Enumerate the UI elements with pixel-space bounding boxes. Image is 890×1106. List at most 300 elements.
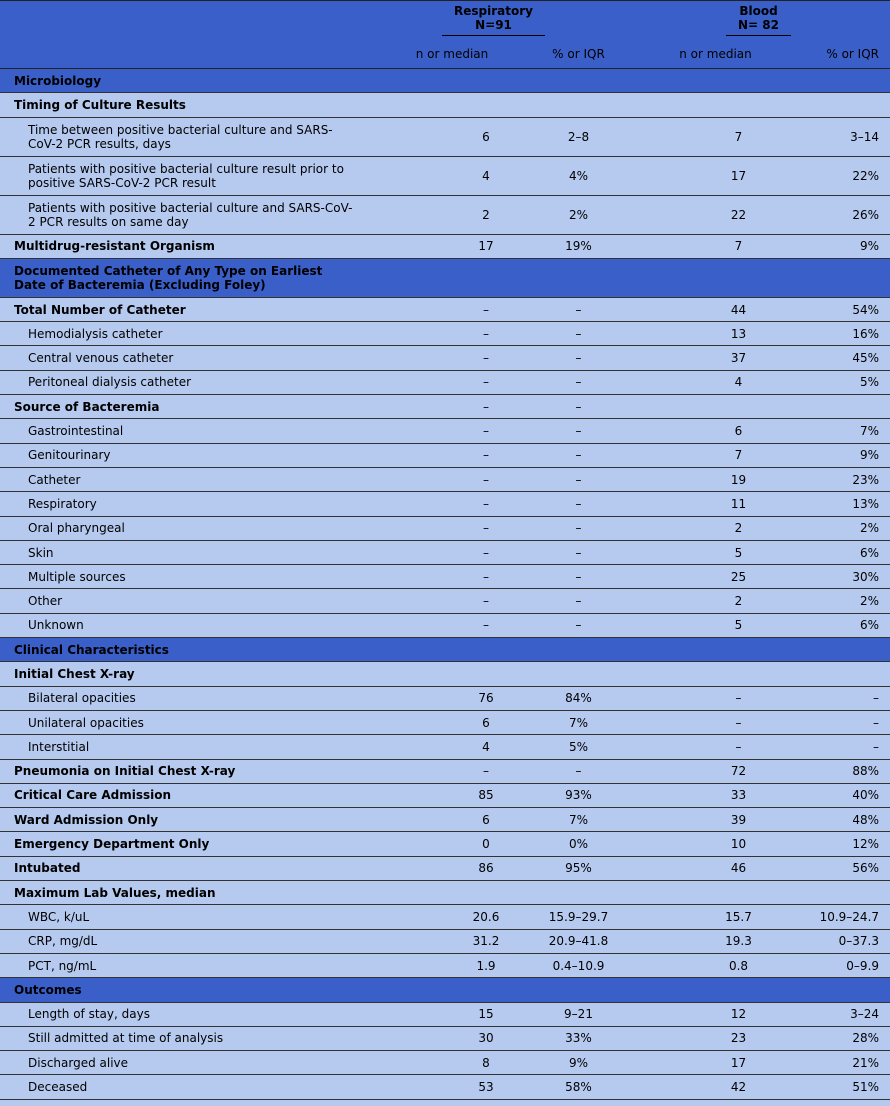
blood-pct-cell	[790, 832, 890, 856]
row-label-text: Patients with positive bacterial culture and SARS-CoV-2 PCR results on same day	[28, 200, 353, 229]
blood-pct-cell	[790, 540, 890, 564]
table-row	[0, 856, 890, 880]
blood-pct-cell-text: 2%	[859, 521, 880, 536]
respiratory-n-cell	[360, 905, 530, 929]
respiratory-n-cell	[360, 953, 530, 977]
blood-pct-cell	[790, 808, 890, 832]
respiratory-n-cell	[360, 856, 530, 880]
blood-n-cell-text: –	[735, 739, 742, 754]
respiratory-n-cell-text: –	[483, 351, 489, 366]
respiratory-pct-cell-text: 19%	[565, 239, 592, 254]
respiratory-n-cell	[360, 117, 530, 156]
row-label	[0, 832, 360, 856]
blood-pct-cell	[790, 234, 890, 258]
blood-n-cell	[627, 1026, 790, 1050]
respiratory-n-cell	[360, 832, 530, 856]
row-label	[0, 370, 360, 394]
row-label-text: Other	[28, 594, 63, 609]
section-row	[0, 978, 890, 1002]
row-label	[0, 69, 360, 93]
blood-pct-col-header: % or IQR	[790, 39, 890, 69]
blood-n-cell-text: –	[735, 715, 742, 730]
blood-n-cell-text: 4	[734, 375, 743, 390]
blood-pct-cell-text: 7%	[859, 424, 880, 439]
respiratory-n-cell	[360, 370, 530, 394]
blood-pct-cell-text: 3–24	[850, 1007, 880, 1022]
table-row	[0, 156, 890, 195]
row-label-text: CRP, mg/dL	[28, 934, 98, 949]
row-label-text: Hemodialysis catheter	[28, 326, 163, 341]
respiratory-pct-cell	[530, 297, 627, 321]
table-row	[0, 297, 890, 321]
respiratory-pct-cell-text: –	[575, 618, 582, 633]
blood-pct-cell	[790, 565, 890, 589]
respiratory-pct-cell-text: –	[575, 375, 582, 390]
respiratory-n-cell	[360, 662, 530, 686]
blood-n-cell-text: 25	[730, 569, 747, 584]
respiratory-pct-cell-text: 20.9–41.8	[548, 934, 609, 949]
blood-n-cell-text: 23	[730, 1031, 747, 1046]
table-row	[0, 492, 890, 516]
blood-n-cell	[627, 905, 790, 929]
table-row	[0, 370, 890, 394]
respiratory-pct-cell	[530, 467, 627, 491]
blood-pct-cell-text: 30%	[852, 569, 880, 584]
row-label	[0, 565, 360, 589]
table-row	[0, 953, 890, 977]
blood-pct-cell	[790, 662, 890, 686]
row-label-text: PCT, ng/mL	[28, 958, 97, 973]
respiratory-n-cell-text: 17	[478, 239, 494, 254]
blood-pct-cell-text: 9%	[859, 448, 880, 463]
respiratory-n-cell	[360, 589, 530, 613]
blood-pct-cell-text: 54%	[852, 302, 880, 317]
table-body	[0, 69, 890, 1100]
row-label	[0, 856, 360, 880]
respiratory-n-cell	[360, 258, 530, 297]
respiratory-n-cell	[360, 978, 530, 1002]
blood-pct-cell	[790, 638, 890, 662]
blood-n-cell	[627, 234, 790, 258]
blood-n-cell	[627, 540, 790, 564]
blood-pct-cell-text: –	[873, 715, 880, 730]
respiratory-pct-cell-text: –	[575, 351, 582, 366]
row-label	[0, 117, 360, 156]
blood-pct-cell	[790, 735, 890, 759]
blood-pct-cell	[790, 905, 890, 929]
respiratory-n-cell-text: –	[483, 399, 489, 414]
blood-pct-cell-text: 45%	[852, 351, 880, 366]
respiratory-n-cell-text: –	[483, 472, 489, 487]
respiratory-n-cell-text: 15	[478, 1007, 494, 1022]
row-label-text: Oral pharyngeal	[28, 521, 125, 536]
respiratory-pct-cell	[530, 613, 627, 637]
table-row	[0, 808, 890, 832]
respiratory-pct-cell	[530, 419, 627, 443]
respiratory-pct-cell-text: 93%	[565, 788, 592, 803]
row-label	[0, 978, 360, 1002]
respiratory-pct-cell-text: –	[575, 521, 582, 536]
respiratory-n-cell	[360, 93, 530, 117]
row-label-text: WBC, k/uL	[28, 909, 90, 924]
blood-n-cell-text: 5	[734, 545, 743, 560]
respiratory-pct-cell-text: 7%	[568, 812, 589, 827]
respiratory-pct-cell	[530, 195, 627, 234]
respiratory-n-cell	[360, 419, 530, 443]
blood-pct-cell-text: 56%	[852, 861, 880, 876]
blood-pct-cell	[790, 686, 890, 710]
respiratory-pct-col-header: % or IQR	[530, 39, 627, 69]
blood-pct-cell-text: 48%	[852, 812, 880, 827]
table-header	[0, 1, 890, 69]
row-label	[0, 467, 360, 491]
blood-pct-cell-text: 16%	[852, 326, 880, 341]
respiratory-n-cell	[360, 467, 530, 491]
blood-n-cell-text: 7	[734, 129, 743, 144]
row-label-text: Discharged alive	[28, 1055, 129, 1070]
table-row	[0, 234, 890, 258]
blood-pct-cell	[790, 978, 890, 1002]
table-row	[0, 759, 890, 783]
row-label-text: Outcomes	[14, 982, 82, 997]
blood-pct-cell	[790, 69, 890, 93]
respiratory-pct-cell	[530, 856, 627, 880]
respiratory-n-cell-text: –	[483, 545, 489, 560]
table-row	[0, 419, 890, 443]
blood-n-cell	[627, 1075, 790, 1099]
blood-n-cell-text: 13	[730, 326, 747, 341]
row-label-text: Gastrointestinal	[28, 424, 124, 439]
blood-pct-cell	[790, 589, 890, 613]
blood-pct-cell-text: –	[873, 691, 880, 706]
row-label	[0, 156, 360, 195]
respiratory-n-cell-text: 6	[482, 812, 490, 827]
blood-n-cell	[627, 1051, 790, 1075]
respiratory-n-cell-text: 1.9	[476, 958, 496, 973]
table-row	[0, 710, 890, 734]
section-row	[0, 638, 890, 662]
table-row	[0, 589, 890, 613]
respiratory-n-cell-text: –	[483, 424, 489, 439]
blood-n-cell-text: 12	[730, 1007, 747, 1022]
table-row	[0, 540, 890, 564]
respiratory-pct-cell	[530, 492, 627, 516]
blood-pct-cell	[790, 1051, 890, 1075]
row-label	[0, 322, 360, 346]
blood-n-cell-text: 22	[730, 207, 747, 222]
respiratory-n-cell	[360, 1075, 530, 1099]
row-label-text: Patients with positive bacterial culture result prior to positive SARS-CoV-2 PCR result	[28, 161, 344, 190]
respiratory-title: Respiratory	[454, 4, 533, 18]
blood-pct-cell	[790, 710, 890, 734]
blood-pct-cell-text: 13%	[852, 496, 880, 511]
respiratory-pct-cell	[530, 540, 627, 564]
respiratory-pct-cell-text: 0.4–10.9	[552, 958, 605, 973]
respiratory-pct-cell	[530, 783, 627, 807]
row-label	[0, 1026, 360, 1050]
respiratory-pct-cell-text: 5%	[568, 739, 589, 754]
respiratory-pct-cell	[530, 565, 627, 589]
blood-n-cell-text: 6	[734, 424, 743, 439]
row-label-text: Genitourinary	[28, 448, 111, 463]
row-label	[0, 516, 360, 540]
blood-n-cell-text: 17	[730, 1055, 747, 1070]
respiratory-n-cell-text: –	[483, 594, 489, 609]
row-label	[0, 443, 360, 467]
respiratory-n-cell	[360, 686, 530, 710]
row-label-text: Catheter	[28, 472, 81, 487]
respiratory-n-cell-text: 85	[478, 788, 494, 803]
row-label-text: Interstitial	[28, 739, 90, 754]
blood-n-cell-text: 11	[730, 496, 747, 511]
blood-n-cell-text: 72	[730, 764, 747, 779]
row-label	[0, 808, 360, 832]
blood-n-cell-text: 19	[730, 472, 747, 487]
blood-pct-cell-text: 6%	[859, 545, 880, 560]
respiratory-n-cell	[360, 613, 530, 637]
row-label	[0, 662, 360, 686]
respiratory-pct-cell-text: –	[575, 302, 582, 317]
blood-pct-cell	[790, 613, 890, 637]
respiratory-pct-cell-text: –	[575, 496, 582, 511]
table-row	[0, 1026, 890, 1050]
row-label-text: Critical Care Admission	[14, 788, 172, 803]
respiratory-n-cell	[360, 195, 530, 234]
blood-n-cell	[627, 686, 790, 710]
respiratory-pct-cell	[530, 759, 627, 783]
blood-title: Blood	[739, 4, 778, 18]
blood-pct-cell	[790, 492, 890, 516]
respiratory-n-cell	[360, 297, 530, 321]
blood-pct-cell-text: 5%	[859, 375, 880, 390]
blood-n-cell-text: 10	[730, 837, 747, 852]
respiratory-n-cell-text: 31.2	[472, 934, 500, 949]
row-label-text: Skin	[28, 545, 54, 560]
blood-n-cell-text: 2	[734, 594, 743, 609]
blood-n-cell	[627, 1002, 790, 1026]
respiratory-pct-cell-text: 84%	[565, 691, 592, 706]
respiratory-n-cell-text: 20.6	[472, 909, 500, 924]
row-label-text: Intubated	[14, 861, 81, 876]
row-label	[0, 395, 360, 419]
blood-n-cell-text: 33	[730, 788, 747, 803]
blood-n-cell-text: 15.7	[725, 909, 752, 924]
respiratory-pct-cell-text: –	[575, 472, 582, 487]
blood-n-cell	[627, 589, 790, 613]
row-label-text: Time between positive bacterial culture and SARS-CoV-2 PCR results, days	[28, 122, 333, 151]
blood-pct-cell-text: 3–14	[850, 129, 880, 144]
blood-n-cell	[627, 419, 790, 443]
blood-n-cell	[627, 297, 790, 321]
blood-pct-cell	[790, 322, 890, 346]
respiratory-pct-cell-text: 2–8	[567, 129, 590, 144]
row-label	[0, 613, 360, 637]
respiratory-pct-cell	[530, 346, 627, 370]
row-label-text: Unilateral opacities	[28, 715, 144, 730]
row-label	[0, 783, 360, 807]
respiratory-pct-cell	[530, 953, 627, 977]
row-label	[0, 905, 360, 929]
respiratory-pct-cell	[530, 117, 627, 156]
respiratory-n-cell	[360, 395, 530, 419]
respiratory-pct-cell-text: 33%	[565, 1031, 592, 1046]
respiratory-pct-cell	[530, 662, 627, 686]
table-row	[0, 195, 890, 234]
blood-pct-cell	[790, 1002, 890, 1026]
row-label	[0, 1051, 360, 1075]
table-row	[0, 117, 890, 156]
blood-n-cell	[627, 613, 790, 637]
row-label-text: Central venous catheter	[28, 351, 174, 366]
row-label	[0, 589, 360, 613]
blood-n-cell	[627, 638, 790, 662]
respiratory-n-cell	[360, 69, 530, 93]
respiratory-n-cell	[360, 710, 530, 734]
respiratory-group-header	[360, 1, 627, 40]
row-label	[0, 953, 360, 977]
blood-pct-cell	[790, 467, 890, 491]
row-label-text: Clinical Characteristics	[14, 642, 169, 657]
blood-n-cell	[627, 856, 790, 880]
row-label	[0, 759, 360, 783]
blood-n-cell	[627, 93, 790, 117]
table-row	[0, 1002, 890, 1026]
blood-n-cell	[627, 735, 790, 759]
blood-pct-cell	[790, 1026, 890, 1050]
respiratory-n-cell	[360, 735, 530, 759]
respiratory-n-cell-text: –	[483, 326, 489, 341]
table-row	[0, 1075, 890, 1099]
respiratory-pct-cell-text: –	[575, 764, 582, 779]
respiratory-n-cell	[360, 1051, 530, 1075]
respiratory-n-cell-text: 2	[482, 207, 490, 222]
section-row	[0, 258, 890, 297]
blood-pct-cell	[790, 346, 890, 370]
blood-n-cell-text: 17	[730, 168, 747, 183]
row-label-text: Initial Chest X-ray	[14, 666, 135, 681]
blood-n-cell-text: –	[735, 691, 742, 706]
respiratory-pct-cell	[530, 1002, 627, 1026]
respiratory-n-cell	[360, 808, 530, 832]
blood-n-cell	[627, 322, 790, 346]
row-label	[0, 710, 360, 734]
respiratory-pct-cell	[530, 93, 627, 117]
respiratory-n-cell	[360, 346, 530, 370]
row-label-text: Deceased	[28, 1080, 88, 1095]
respiratory-pct-cell	[530, 322, 627, 346]
row-label-text: Unknown	[28, 618, 84, 633]
blood-pct-cell	[790, 516, 890, 540]
row-label	[0, 234, 360, 258]
row-label	[0, 929, 360, 953]
blood-pct-cell-text: 23%	[852, 472, 880, 487]
blood-pct-cell-text: 6%	[859, 618, 880, 633]
respiratory-pct-cell	[530, 156, 627, 195]
respiratory-pct-cell	[530, 929, 627, 953]
row-label-text: Maximum Lab Values, median	[14, 885, 216, 900]
respiratory-n-cell-text: –	[483, 496, 489, 511]
table-row	[0, 613, 890, 637]
respiratory-n-cell-text: –	[483, 448, 489, 463]
respiratory-n-cell-text: 6	[482, 715, 490, 730]
respiratory-n-cell	[360, 783, 530, 807]
respiratory-pct-cell-text: 2%	[568, 207, 589, 222]
row-label-text: Microbiology	[14, 73, 102, 88]
respiratory-pct-cell-text: 58%	[565, 1080, 592, 1095]
respiratory-n: N=91	[475, 18, 512, 32]
respiratory-pct-cell	[530, 905, 627, 929]
blood-pct-cell-text: 0–37.3	[838, 934, 880, 949]
row-label	[0, 686, 360, 710]
blood-pct-cell-text: 22%	[852, 168, 880, 183]
row-label-text: Timing of Culture Results	[14, 97, 186, 112]
row-label-text: Multiple sources	[28, 569, 126, 584]
respiratory-pct-cell	[530, 395, 627, 419]
blood-n-cell	[627, 565, 790, 589]
row-label	[0, 492, 360, 516]
respiratory-n-cell-text: –	[483, 764, 489, 779]
respiratory-n-cell	[360, 234, 530, 258]
blood-pct-cell-text: 2%	[859, 594, 880, 609]
blood-n-cell-text: 46	[730, 861, 747, 876]
row-label-text: Total Number of Catheter	[14, 302, 186, 317]
blood-pct-cell	[790, 195, 890, 234]
blood-n-cell	[627, 832, 790, 856]
respiratory-n-cell	[360, 322, 530, 346]
table-row	[0, 832, 890, 856]
row-label	[0, 735, 360, 759]
blood-n-col-header: n or median	[627, 39, 790, 69]
row-label-text: Documented Catheter of Any Type on Earliest Date of Bacteremia (Excluding Foley)	[14, 263, 323, 292]
respiratory-pct-cell	[530, 370, 627, 394]
blood-pct-cell	[790, 370, 890, 394]
blood-pct-cell	[790, 419, 890, 443]
table-row	[0, 565, 890, 589]
respiratory-pct-cell	[530, 69, 627, 93]
respiratory-n-cell	[360, 443, 530, 467]
blood-pct-cell-text: –	[873, 739, 880, 754]
blood-pct-cell	[790, 117, 890, 156]
table-row	[0, 516, 890, 540]
blood-pct-cell	[790, 156, 890, 195]
blood-n-cell	[627, 69, 790, 93]
row-label	[0, 258, 360, 297]
blood-pct-cell-text: 10.9–24.7	[819, 909, 880, 924]
table-row	[0, 735, 890, 759]
row-label	[0, 540, 360, 564]
table-row	[0, 905, 890, 929]
respiratory-n-cell	[360, 638, 530, 662]
respiratory-n-cell	[360, 1026, 530, 1050]
table-row	[0, 783, 890, 807]
respiratory-n-cell	[360, 881, 530, 905]
blood-n-cell	[627, 346, 790, 370]
blood-pct-cell	[790, 783, 890, 807]
respiratory-n-col-header: n or median	[360, 39, 530, 69]
row-label-text: Source of Bacteremia	[14, 399, 160, 414]
blood-n-cell	[627, 808, 790, 832]
respiratory-pct-cell-text: 7%	[568, 715, 589, 730]
blood-pct-cell-text: 51%	[852, 1080, 880, 1095]
blood-n-cell-text: 42	[730, 1080, 747, 1095]
respiratory-pct-cell-text: 0%	[568, 837, 589, 852]
respiratory-n-cell-text: 4	[482, 168, 490, 183]
respiratory-pct-cell	[530, 881, 627, 905]
respiratory-pct-cell-text: –	[575, 545, 582, 560]
respiratory-n-cell-text: 4	[482, 739, 490, 754]
blood-n-cell	[627, 195, 790, 234]
respiratory-pct-cell-text: –	[575, 326, 582, 341]
